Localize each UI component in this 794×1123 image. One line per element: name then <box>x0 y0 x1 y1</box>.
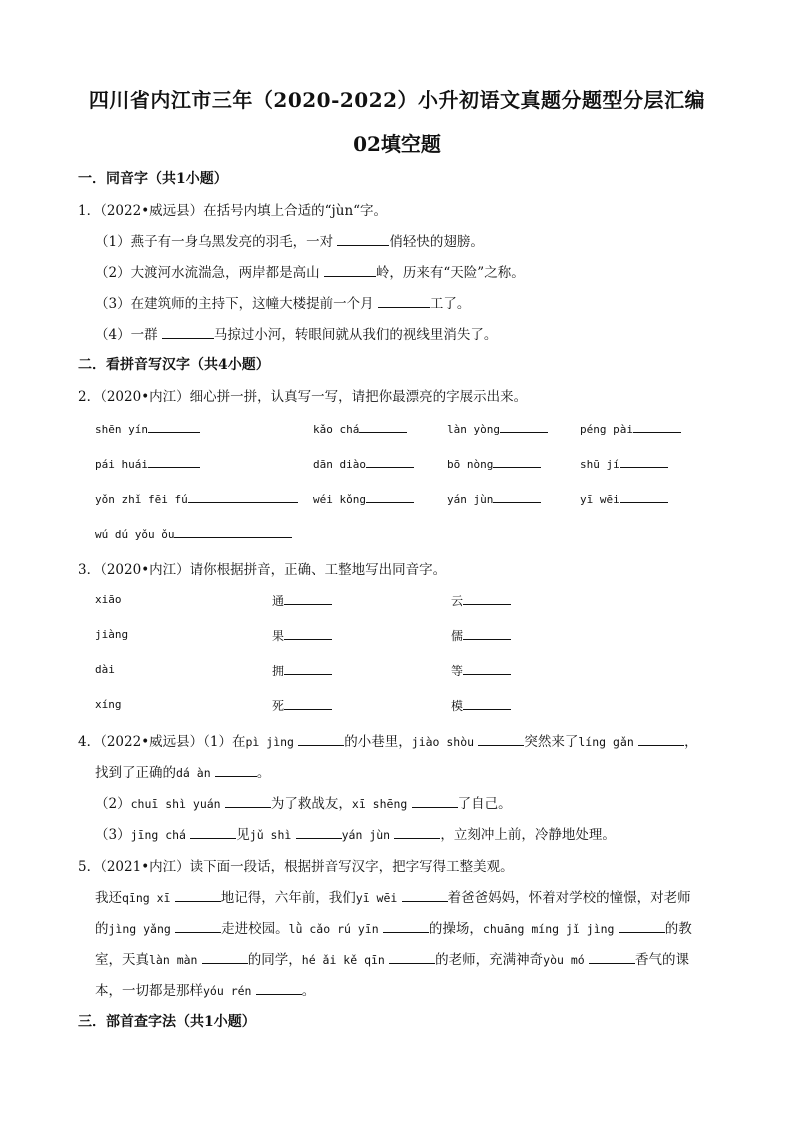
homophone-word: 云 <box>451 592 511 609</box>
answer-blank[interactable] <box>284 697 332 710</box>
answer-blank[interactable] <box>284 592 332 605</box>
answer-blank[interactable] <box>638 733 684 746</box>
answer-blank[interactable] <box>412 795 458 808</box>
question-5-line-3: 室，天真làn màn 的同学，hé ǎi kě qīn 的老师，充满神奇yòu mó 香气的课 <box>95 952 689 968</box>
answer-blank[interactable] <box>190 826 236 839</box>
pinyin-item: wú dú yǒu ǒu <box>95 525 292 541</box>
answer-blank[interactable] <box>478 733 524 746</box>
pinyin-item: bō nòng <box>447 455 541 471</box>
pinyin-item: shū jí <box>580 455 668 471</box>
answer-blank[interactable] <box>463 662 511 675</box>
section-heading-2: 二．看拼音写汉字（共4小题） <box>78 357 270 373</box>
answer-blank[interactable] <box>174 525 292 538</box>
answer-blank[interactable] <box>633 420 681 433</box>
answer-blank[interactable] <box>225 795 271 808</box>
answer-blank[interactable] <box>296 826 342 839</box>
section-heading-1: 一．同音字（共1小题） <box>78 171 228 187</box>
pinyin-item: shēn yín <box>95 420 200 436</box>
homophone-word: 通 <box>272 592 332 609</box>
pinyin-item: wéi kǒng <box>313 490 414 506</box>
question-5-line-1: 我还qīng xī 地记得，六年前，我们yī wēi 着爸爸妈妈，怀着对学校的憧憬，对老师 <box>95 890 691 906</box>
homophone-pinyin: jiàng <box>95 628 129 641</box>
question-4-line-4: （3）jīng chá 见jǔ shì yán jùn ，立刻冲上前，冷静地处理。 <box>95 827 616 843</box>
answer-blank[interactable] <box>215 764 257 777</box>
homophone-word: 拥 <box>272 662 332 679</box>
question-5-line-2: 的jìng yǎng 走进校园。lǜ cǎo rú yīn 的操场，chuāng míng jǐ jìng 的教 <box>95 921 692 937</box>
homophone-word: 死 <box>272 697 332 714</box>
question-4-line-1: 4．（2022•威远县）（1）在pì jìng 的小巷里，jiào shòu 突然来了líng gǎn ， <box>78 734 698 750</box>
homophone-word: 模 <box>451 697 511 714</box>
answer-blank[interactable] <box>324 264 376 277</box>
answer-blank[interactable] <box>337 233 389 246</box>
answer-blank[interactable] <box>162 326 214 339</box>
question-4-line-2: 找到了正确的dá àn 。 <box>95 765 271 781</box>
document-title: 四川省内江市三年（2020-2022）小升初语文真题分题型分层汇编 <box>88 88 706 112</box>
answer-blank[interactable] <box>366 490 414 503</box>
answer-blank[interactable] <box>394 826 440 839</box>
answer-blank[interactable] <box>366 455 414 468</box>
homophone-pinyin: dài <box>95 663 115 676</box>
homophone-pinyin: xíng <box>95 698 122 711</box>
pinyin-item: làn yòng <box>447 420 548 436</box>
answer-blank[interactable] <box>284 627 332 640</box>
answer-blank[interactable] <box>463 697 511 710</box>
answer-blank[interactable] <box>148 455 200 468</box>
pinyin-item: péng pài <box>580 420 681 436</box>
question-1-item-1: （1）燕子有一身乌黑发亮的羽毛，一对 俏轻快的翅膀。 <box>95 234 484 250</box>
answer-blank[interactable] <box>378 295 430 308</box>
answer-blank[interactable] <box>188 490 298 503</box>
pinyin-item: yī wēi <box>580 490 668 506</box>
answer-blank[interactable] <box>619 920 665 933</box>
question-5-line-4: 本，一切都是那样yóu rén 。 <box>95 983 316 999</box>
homophone-word: 等 <box>451 662 511 679</box>
answer-blank[interactable] <box>620 455 668 468</box>
question-1-stem: 1．（2022•威远县）在括号内填上合适的“jùn“字。 <box>78 203 388 219</box>
answer-blank[interactable] <box>493 455 541 468</box>
pinyin-item: pái huái <box>95 455 200 471</box>
answer-blank[interactable] <box>402 889 448 902</box>
answer-blank[interactable] <box>463 627 511 640</box>
pinyin-item: dān diào <box>313 455 414 471</box>
question-4-line-3: （2）chuī shì yuán 为了救战友，xī shēng 了自己。 <box>95 796 512 812</box>
question-3-stem: 3．（2020•内江）请你根据拼音，正确、工整地写出同音字。 <box>78 562 447 578</box>
answer-blank[interactable] <box>298 733 344 746</box>
answer-blank[interactable] <box>463 592 511 605</box>
section-heading-3: 三．部首查字法（共1小题） <box>78 1014 256 1030</box>
answer-blank[interactable] <box>359 420 407 433</box>
homophone-pinyin: xiāo <box>95 593 122 606</box>
answer-blank[interactable] <box>383 920 429 933</box>
answer-blank[interactable] <box>284 662 332 675</box>
homophone-word: 儒 <box>451 627 511 644</box>
answer-blank[interactable] <box>148 420 200 433</box>
pinyin-item: yǒn zhǐ fēi fú <box>95 490 298 506</box>
answer-blank[interactable] <box>500 420 548 433</box>
answer-blank[interactable] <box>175 920 221 933</box>
pinyin-item: yán jùn <box>447 490 541 506</box>
question-1-item-4: （4）一群 马掠过小河，转眼间就从我们的视线里消失了。 <box>95 327 498 343</box>
answer-blank[interactable] <box>389 951 435 964</box>
question-1-item-3: （3）在建筑师的主持下，这幢大楼提前一个月 工了。 <box>95 296 471 312</box>
pinyin-item: kǎo chá <box>313 420 407 436</box>
question-5-stem: 5．（2021•内江）读下面一段话，根据拼音写汉字，把字写得工整美观。 <box>78 859 514 875</box>
answer-blank[interactable] <box>620 490 668 503</box>
answer-blank[interactable] <box>589 951 635 964</box>
document-subtitle: 02填空题 <box>353 132 441 156</box>
answer-blank[interactable] <box>202 951 248 964</box>
answer-blank[interactable] <box>493 490 541 503</box>
question-2-stem: 2．（2020•内江）细心拼一拼，认真写一写，请把你最漂亮的字展示出来。 <box>78 389 528 405</box>
answer-blank[interactable] <box>175 889 221 902</box>
question-1-item-2: （2）大渡河水流湍急，两岸都是高山 岭，历来有“天险”之称。 <box>95 265 525 281</box>
homophone-word: 果 <box>272 627 332 644</box>
answer-blank[interactable] <box>256 982 302 995</box>
